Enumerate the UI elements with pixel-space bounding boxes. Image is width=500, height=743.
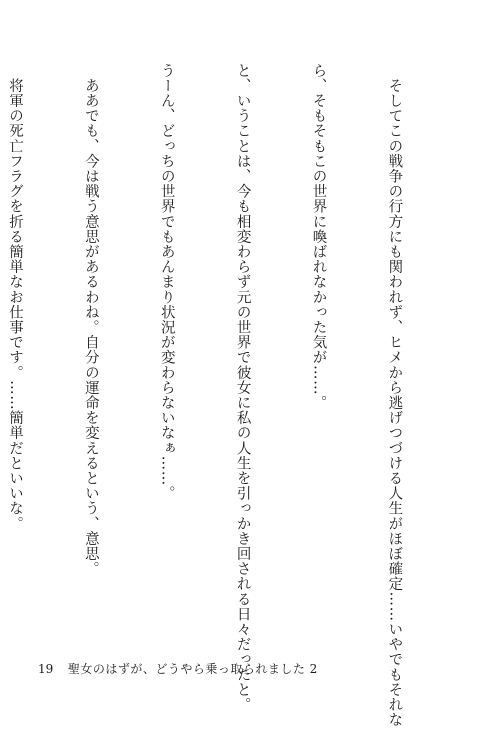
text-line: そしてこの戦争の行方にも関われず、ヒメから逃げつづける人生がほぼ確定……いやでもそれな — [386, 63, 403, 728]
page-number: 19 — [38, 662, 54, 676]
text-line: ああでも、今は戦う意思があるわね。自分の運命を変えるという、意思。 — [82, 63, 99, 577]
running-title: 聖女のはずが、どうやら乗っ取られました 2 — [67, 662, 318, 676]
text-line: 将軍の死亡フラグを折る簡単なお仕事です。……簡単だといいな。 — [6, 63, 23, 532]
text-line: と、いうことは、今も相変わらず元の世界で彼女に私の人生を引っかき回される日々だったと。 — [234, 63, 251, 713]
text-line: ら、そもそもこの世界に喚ばれなかった気が……。 — [310, 63, 327, 411]
text-line: うーん、どっちの世界でもあんまり状況が変わらないなぁ……。 — [158, 63, 175, 501]
page-footer — [38, 660, 318, 677]
